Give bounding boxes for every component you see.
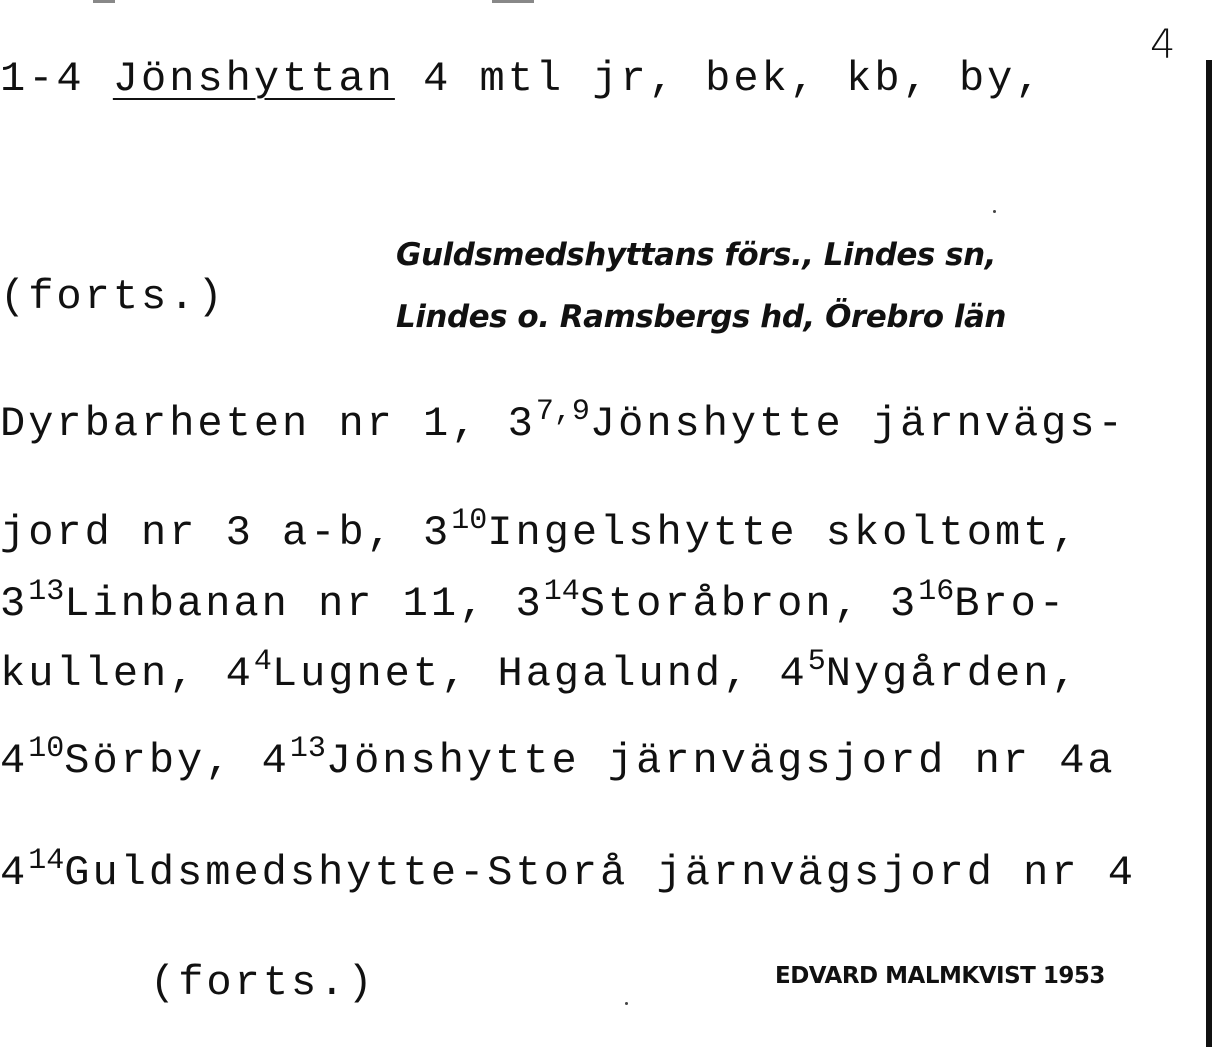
body-line-1 xyxy=(0,395,1126,448)
footer-forts: (forts.) xyxy=(150,959,376,1007)
superscript: 4 xyxy=(253,645,272,679)
header-place: Jönshyttan xyxy=(112,55,395,103)
text-fragment: Jönshytte järnvägsjord nr 4a xyxy=(325,737,1116,785)
superscript: 5 xyxy=(807,645,826,679)
superscript: 16 xyxy=(918,575,955,609)
text-fragment: Ingelshytte skoltomt, xyxy=(487,509,1080,557)
text-fragment: Guldsmedshytte-Storå järnvägsjord nr 4 xyxy=(64,849,1136,897)
superscript: 7,9 xyxy=(535,395,590,429)
header-line xyxy=(0,55,1044,103)
dust-speck xyxy=(625,1002,628,1005)
superscript: 13 xyxy=(289,732,326,766)
text-fragment: Dyrbarheten nr 1, 3 xyxy=(0,400,536,448)
body-line-2 xyxy=(0,504,1080,557)
parish-line-2: Lindes o. Ramsbergs hd, Örebro län xyxy=(396,299,1006,335)
text-fragment: 4 xyxy=(0,737,29,785)
text-fragment: Jönshytte järnvägs- xyxy=(589,400,1126,448)
text-fragment: Sörby, 4 xyxy=(64,737,290,785)
text-fragment: Storåbron, 3 xyxy=(579,580,919,628)
text-fragment: Nygården, xyxy=(825,650,1080,698)
text-fragment: kullen, 4 xyxy=(0,650,254,698)
superscript: 14 xyxy=(543,575,580,609)
text-fragment: Linbanan nr 11, 3 xyxy=(64,580,544,628)
dust-speck xyxy=(993,210,996,213)
superscript: 10 xyxy=(451,504,488,538)
superscript: 13 xyxy=(28,575,65,609)
body-line-6 xyxy=(0,844,1136,897)
card-edge-rule xyxy=(1206,60,1212,1047)
card-number: 4 xyxy=(1150,22,1176,68)
header-rest: 4 mtl jr, bek, kb, by, xyxy=(394,55,1044,103)
scan-mark xyxy=(93,0,115,3)
body-line-4 xyxy=(0,645,1080,698)
text-fragment: 4 xyxy=(0,849,29,897)
header-range: 1-4 xyxy=(0,55,85,103)
forts-label: (forts.) xyxy=(0,273,226,321)
text-fragment: jord nr 3 a-b, 3 xyxy=(0,509,452,557)
superscript: 14 xyxy=(28,844,65,878)
text-fragment: Bro- xyxy=(954,580,1068,628)
body-line-5 xyxy=(0,732,1116,785)
text-fragment: Lugnet, Hagalund, 4 xyxy=(271,650,808,698)
text-fragment: 3 xyxy=(0,580,29,628)
signature-stamp: EDVARD MALMKVIST 1953 xyxy=(775,963,1105,989)
scan-mark xyxy=(492,0,534,3)
superscript: 10 xyxy=(28,732,65,766)
body-line-3 xyxy=(0,575,1068,628)
parish-line-1: Guldsmedshyttans förs., Lindes sn, xyxy=(396,237,996,273)
